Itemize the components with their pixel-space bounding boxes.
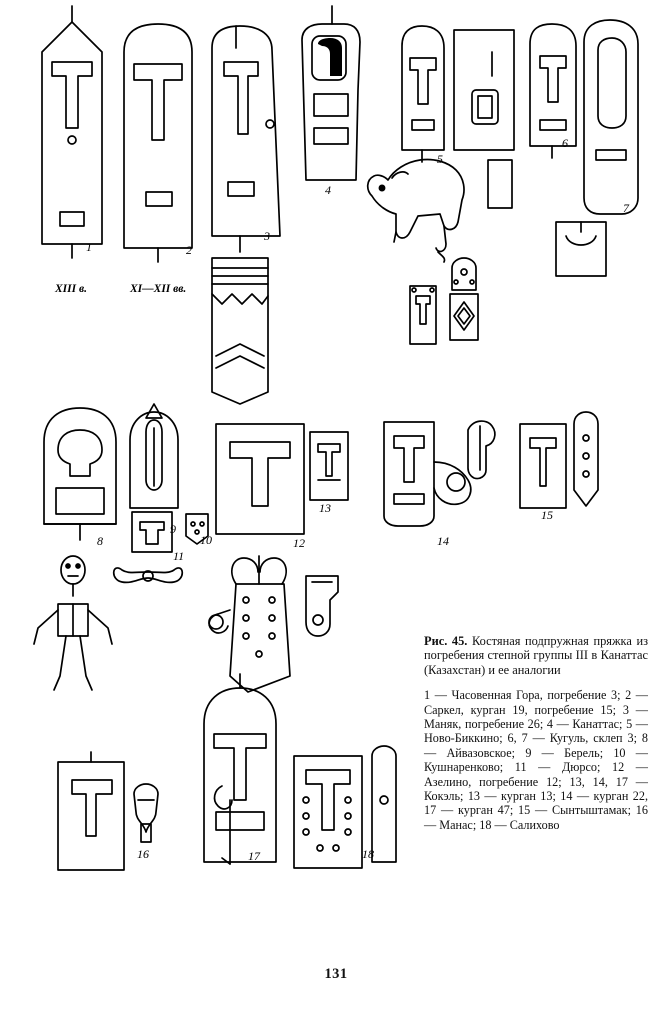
figure-item-number: 16 [137, 847, 149, 861]
figure-item-number: 5 [437, 152, 443, 166]
figure-item-number: 4 [325, 183, 331, 197]
figure-caption-text: Костяная подпружная пряжка из погребения степной группы III в Канаттас (Казахстан) и ее аналогии [424, 634, 648, 677]
page-number: 131 [324, 966, 348, 982]
figure-item-number: 8 [97, 534, 103, 548]
figure-item-number: 6 [562, 136, 568, 150]
figure-date-label: XI—XII вв. [130, 283, 187, 295]
figure-item-number: 11 [173, 549, 185, 563]
figure-item-number: 13 [319, 501, 331, 515]
figure-item-number: 2 [186, 243, 192, 257]
figure-item-number: 18 [362, 847, 374, 861]
figure-item-number: 10 [200, 533, 212, 547]
figure-item-number: 15 [541, 508, 553, 522]
figure-caption [424, 634, 648, 677]
figure-item-number: 14 [437, 534, 449, 548]
figure-item-number: 1 [86, 240, 92, 254]
figure-item-number: 7 [623, 201, 629, 215]
figure-legend: 1 — Часовенная Гора, погребение 3; 2 — Саркел, курган 19, погребение 15; 3 — Маняк, погребение 26; 4 — Канаттас; 5 — Ново-Биккино; 6, 7 — Кугуль, склеп 3; 8 — Айвазовское; 9 — Берель; 10 — Кушнаренково; 11 — Дюрсо; 12 — Азелино, погребение 12; 13, 14, 17 — Кокэль; 13 — курган 13; 14 — курган 22, 17 — курган 47; 15 — Сынтыштамак; 16 — Манас; 18 — Салихово [424, 688, 648, 832]
figure-caption-label: Рис. 45. [424, 634, 468, 648]
figure-date-label: XIII в. [55, 283, 87, 295]
figure-caption-block [424, 634, 648, 844]
figure-item-number: 17 [248, 849, 260, 863]
figure-item-number: 9 [170, 522, 176, 536]
figure-item-number: 3 [264, 229, 270, 243]
figure-date-labels [54, 283, 186, 295]
figure-item-number: 12 [293, 536, 305, 550]
